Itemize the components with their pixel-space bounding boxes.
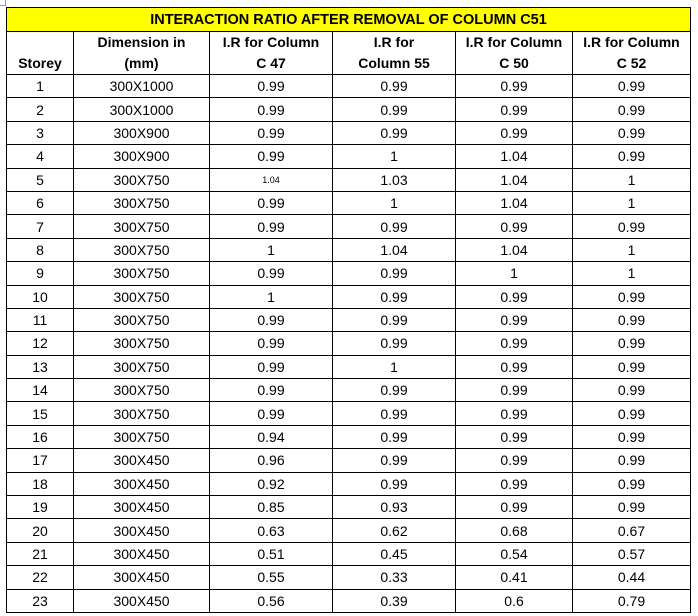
ir-c47-cell: 1 [210, 285, 333, 308]
table-row [7, 542, 691, 565]
storey-cell: 2 [7, 98, 74, 121]
header-c50-line2: C 50 [456, 53, 573, 75]
dimension-cell: 300X450 [74, 496, 210, 519]
table-row [7, 121, 691, 144]
storey-cell: 4 [7, 145, 74, 168]
header-row-1 [7, 32, 691, 54]
interaction-ratio-table [6, 7, 691, 613]
sheet-corner-marker [0, 0, 6, 6]
ir-c52-cell: 0.99 [573, 355, 691, 378]
dimension-cell: 300X900 [74, 145, 210, 168]
dimension-cell: 300X750 [74, 308, 210, 331]
header-dimension-line1: Dimension in [74, 32, 210, 54]
table-row [7, 566, 691, 589]
ir-c52-cell: 0.79 [573, 589, 691, 612]
ir-c55-cell: 1 [333, 355, 456, 378]
ir-c50-cell: 0.68 [456, 519, 573, 542]
ir-c52-cell: 0.99 [573, 98, 691, 121]
table-title: INTERACTION RATIO AFTER REMOVAL OF COLUMN C51 [7, 8, 691, 32]
header-c47-line2: C 47 [210, 53, 333, 75]
table-row [7, 589, 691, 612]
table-row [7, 425, 691, 448]
ir-c50-cell: 1.04 [456, 238, 573, 261]
dimension-cell: 300X750 [74, 332, 210, 355]
dimension-cell: 300X750 [74, 379, 210, 402]
ir-c55-cell: 0.99 [333, 98, 456, 121]
storey-cell: 21 [7, 542, 74, 565]
ir-c50-cell: 0.99 [456, 472, 573, 495]
title-row [7, 8, 691, 32]
dimension-cell: 300X750 [74, 191, 210, 214]
table-row [7, 379, 691, 402]
ir-c50-cell: 0.99 [456, 379, 573, 402]
ir-c55-cell: 0.99 [333, 379, 456, 402]
ir-c55-cell: 0.99 [333, 402, 456, 425]
header-storey-top [7, 32, 74, 54]
ir-c50-cell: 0.99 [456, 121, 573, 144]
ir-c50-cell: 0.99 [456, 285, 573, 308]
ir-c47-cell: 0.99 [210, 215, 333, 238]
ir-c55-cell: 0.99 [333, 121, 456, 144]
dimension-cell: 300X750 [74, 425, 210, 448]
storey-cell: 9 [7, 262, 74, 285]
header-c55-line1: I.R for [333, 32, 456, 54]
ir-c52-cell: 0.99 [573, 425, 691, 448]
ir-c47-cell: 0.99 [210, 308, 333, 331]
header-c47-line1: I.R for Column [210, 32, 333, 54]
ir-c47-cell: 0.99 [210, 262, 333, 285]
ir-c47-cell: 0.99 [210, 402, 333, 425]
ir-c50-cell: 0.99 [456, 355, 573, 378]
table-row [7, 355, 691, 378]
ir-c52-cell: 0.99 [573, 145, 691, 168]
ir-c52-cell: 0.67 [573, 519, 691, 542]
table-row [7, 285, 691, 308]
ir-c47-cell: 0.55 [210, 566, 333, 589]
ir-c50-cell: 1.04 [456, 145, 573, 168]
ir-c55-cell: 0.45 [333, 542, 456, 565]
ir-c52-cell: 0.57 [573, 542, 691, 565]
header-storey: Storey [7, 53, 74, 75]
ir-c47-cell: 0.99 [210, 379, 333, 402]
ir-c52-cell: 0.99 [573, 472, 691, 495]
table-row [7, 215, 691, 238]
dimension-cell: 300X1000 [74, 75, 210, 98]
storey-cell: 23 [7, 589, 74, 612]
ir-c47-cell: 0.99 [210, 145, 333, 168]
ir-c47-cell: 0.94 [210, 425, 333, 448]
ir-c50-cell: 0.99 [456, 449, 573, 472]
ir-c47-cell: 0.99 [210, 98, 333, 121]
ir-c50-cell: 0.41 [456, 566, 573, 589]
storey-cell: 11 [7, 308, 74, 331]
ir-c50-cell: 0.54 [456, 542, 573, 565]
ir-c47-cell: 0.96 [210, 449, 333, 472]
ir-c50-cell: 1.04 [456, 168, 573, 191]
ir-c50-cell: 0.6 [456, 589, 573, 612]
ir-c55-cell: 0.93 [333, 496, 456, 519]
dimension-cell: 300X450 [74, 542, 210, 565]
storey-cell: 19 [7, 496, 74, 519]
storey-cell: 14 [7, 379, 74, 402]
header-row-2 [7, 53, 691, 75]
dimension-cell: 300X750 [74, 355, 210, 378]
ir-c55-cell: 0.99 [333, 472, 456, 495]
ir-c50-cell: 0.99 [456, 402, 573, 425]
ir-c52-cell: 0.99 [573, 215, 691, 238]
ir-c55-cell: 0.99 [333, 332, 456, 355]
ir-c50-cell: 0.99 [456, 98, 573, 121]
storey-cell: 13 [7, 355, 74, 378]
storey-cell: 18 [7, 472, 74, 495]
ir-c52-cell: 0.99 [573, 496, 691, 519]
ir-c50-cell: 0.99 [456, 425, 573, 448]
storey-cell: 16 [7, 425, 74, 448]
storey-cell: 8 [7, 238, 74, 261]
storey-cell: 1 [7, 75, 74, 98]
ir-c47-cell: 0.92 [210, 472, 333, 495]
ir-c55-cell: 0.39 [333, 589, 456, 612]
ir-c47-cell: 0.51 [210, 542, 333, 565]
ir-c47-cell: 0.99 [210, 355, 333, 378]
ir-c52-cell: 0.99 [573, 285, 691, 308]
ir-c47-cell: 1.04 [210, 168, 333, 191]
dimension-cell: 300X450 [74, 472, 210, 495]
ir-c52-cell: 0.99 [573, 75, 691, 98]
ir-c47-cell: 0.63 [210, 519, 333, 542]
storey-cell: 5 [7, 168, 74, 191]
table-row [7, 332, 691, 355]
table-row [7, 449, 691, 472]
storey-cell: 17 [7, 449, 74, 472]
ir-c52-cell: 0.44 [573, 566, 691, 589]
dimension-cell: 300X900 [74, 121, 210, 144]
table-row [7, 472, 691, 495]
table-row [7, 145, 691, 168]
table-row [7, 191, 691, 214]
ir-c52-cell: 0.99 [573, 379, 691, 402]
dimension-cell: 300X450 [74, 449, 210, 472]
header-c55-line2: Column 55 [333, 53, 456, 75]
ir-c52-cell: 0.99 [573, 121, 691, 144]
ir-c55-cell: 0.33 [333, 566, 456, 589]
ir-c50-cell: 0.99 [456, 332, 573, 355]
ir-c55-cell: 1.03 [333, 168, 456, 191]
ir-c52-cell: 0.99 [573, 402, 691, 425]
storey-cell: 3 [7, 121, 74, 144]
dimension-cell: 300X750 [74, 262, 210, 285]
table-row [7, 168, 691, 191]
ir-c47-cell: 0.56 [210, 589, 333, 612]
ir-c50-cell: 0.99 [456, 75, 573, 98]
ir-c50-cell: 1 [456, 262, 573, 285]
ir-c47-cell: 0.99 [210, 191, 333, 214]
storey-cell: 6 [7, 191, 74, 214]
ir-c55-cell: 0.62 [333, 519, 456, 542]
ir-c55-cell: 1 [333, 191, 456, 214]
ir-c47-cell: 0.85 [210, 496, 333, 519]
ir-c47-cell: 0.99 [210, 332, 333, 355]
dimension-cell: 300X450 [74, 566, 210, 589]
table-row [7, 75, 691, 98]
ir-c52-cell: 1 [573, 168, 691, 191]
storey-cell: 7 [7, 215, 74, 238]
storey-cell: 15 [7, 402, 74, 425]
ir-c55-cell: 1.04 [333, 238, 456, 261]
ir-c55-cell: 0.99 [333, 215, 456, 238]
dimension-cell: 300X450 [74, 589, 210, 612]
ir-c47-cell: 0.99 [210, 75, 333, 98]
ir-c55-cell: 1 [333, 145, 456, 168]
table-row [7, 519, 691, 542]
ir-c52-cell: 0.99 [573, 449, 691, 472]
ir-c47-cell: 1 [210, 238, 333, 261]
ir-c50-cell: 1.04 [456, 191, 573, 214]
ir-c50-cell: 0.99 [456, 308, 573, 331]
ir-c47-cell: 0.99 [210, 121, 333, 144]
ir-c55-cell: 0.99 [333, 262, 456, 285]
ir-c52-cell: 1 [573, 262, 691, 285]
table-row [7, 308, 691, 331]
header-c50-line1: I.R for Column [456, 32, 573, 54]
ir-c55-cell: 0.99 [333, 425, 456, 448]
dimension-cell: 300X750 [74, 215, 210, 238]
storey-cell: 22 [7, 566, 74, 589]
table-row [7, 98, 691, 121]
ir-c52-cell: 0.99 [573, 308, 691, 331]
ir-c55-cell: 0.99 [333, 308, 456, 331]
dimension-cell: 300X750 [74, 285, 210, 308]
table-row [7, 262, 691, 285]
ir-c50-cell: 0.99 [456, 496, 573, 519]
ir-c55-cell: 0.99 [333, 75, 456, 98]
storey-cell: 20 [7, 519, 74, 542]
table-row [7, 402, 691, 425]
dimension-cell: 300X750 [74, 168, 210, 191]
ir-c52-cell: 1 [573, 191, 691, 214]
header-dimension-line2: (mm) [74, 53, 210, 75]
dimension-cell: 300X1000 [74, 98, 210, 121]
storey-cell: 10 [7, 285, 74, 308]
table-row [7, 238, 691, 261]
ir-c55-cell: 0.99 [333, 449, 456, 472]
table-row [7, 496, 691, 519]
ir-c50-cell: 0.99 [456, 215, 573, 238]
ir-c52-cell: 0.99 [573, 332, 691, 355]
header-c52-line1: I.R for Column [573, 32, 691, 54]
dimension-cell: 300X750 [74, 402, 210, 425]
dimension-cell: 300X450 [74, 519, 210, 542]
dimension-cell: 300X750 [74, 238, 210, 261]
storey-cell: 12 [7, 332, 74, 355]
header-c52-line2: C 52 [573, 53, 691, 75]
ir-c55-cell: 0.99 [333, 285, 456, 308]
ir-c52-cell: 1 [573, 238, 691, 261]
